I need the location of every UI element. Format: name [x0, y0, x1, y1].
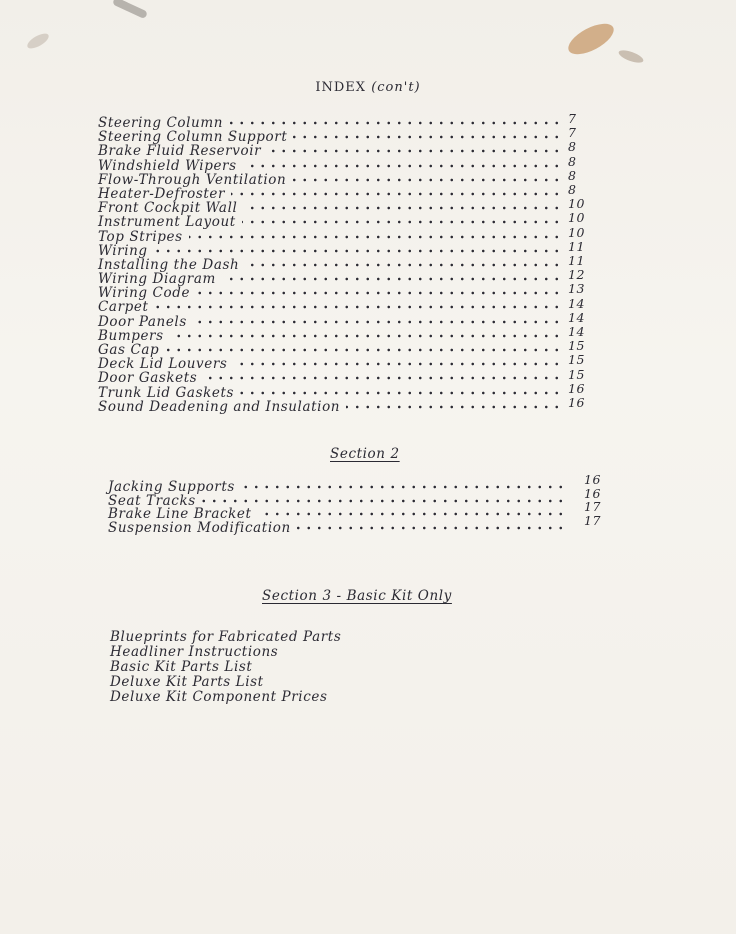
- toc-entry: [108, 521, 566, 535]
- toc-entry-label: Wiring Diagram: [98, 271, 216, 288]
- toc-entry-label: Wiring: [98, 242, 148, 259]
- toc-entry-page: 17: [584, 499, 602, 514]
- leader-dots: [203, 373, 562, 383]
- toc-entry: [98, 244, 562, 258]
- toc-entry-label: Steering Column Support: [98, 129, 288, 146]
- leader-dots: [346, 402, 562, 412]
- section-3-item: Blueprints for Fabricated Parts: [110, 629, 342, 645]
- toc-entry-label: Sound Deadening and Insulation: [98, 398, 341, 415]
- toc-entry-page: 15: [568, 352, 586, 368]
- leader-dots: [165, 345, 562, 355]
- leader-dots: [222, 274, 562, 284]
- leader-dots: [231, 189, 562, 199]
- section-3-item: Deluxe Kit Component Prices: [110, 689, 328, 705]
- toc-entry-label: Bumpers: [98, 327, 164, 344]
- toc-entry: [98, 329, 562, 343]
- leader-dots: [242, 217, 562, 227]
- section-2-heading: Section 2: [330, 446, 400, 462]
- toc-entry: [98, 400, 562, 414]
- toc-entry-label: Windshield Wipers: [98, 157, 237, 174]
- paper-stain: [617, 48, 645, 65]
- toc-section-2: [108, 480, 566, 534]
- toc-entry-label: Door Panels: [98, 313, 187, 330]
- leader-dots: [258, 509, 566, 519]
- section-3-item: Deluxe Kit Parts List: [110, 674, 264, 690]
- leader-dots: [233, 359, 562, 369]
- toc-entry-label: Deck Lid Louvers: [98, 356, 228, 373]
- toc-entry: [98, 215, 562, 229]
- toc-entry-label: Flow-Through Ventilation: [98, 171, 287, 188]
- leader-dots: [189, 232, 562, 242]
- paper-stain: [25, 31, 51, 52]
- leader-dots: [243, 161, 562, 171]
- leader-dots: [154, 246, 562, 256]
- toc-entry-page: 16: [584, 485, 602, 501]
- leader-dots: [292, 175, 562, 185]
- toc-entry-page: 11: [568, 238, 586, 254]
- toc-entry-label: Trunk Lid Gaskets: [98, 384, 235, 401]
- toc-entry-page: 13: [568, 281, 586, 297]
- toc-entry-label: Gas Cap: [98, 342, 160, 358]
- leader-dots: [193, 317, 562, 327]
- toc-entry-page: 16: [584, 472, 602, 487]
- toc-entry: [108, 480, 566, 494]
- toc-entry: [108, 507, 566, 521]
- toc-entry-page: 7: [568, 111, 577, 126]
- toc-entry: [98, 187, 562, 201]
- toc-entry-page: 15: [568, 366, 586, 382]
- leader-dots: [229, 118, 562, 128]
- leader-dots: [243, 203, 562, 213]
- toc-entry-label: Door Gaskets: [98, 370, 198, 387]
- toc-entry-label: Installing the Dash: [98, 256, 240, 273]
- toc-entry: [98, 258, 562, 272]
- toc-entry-page: 12: [568, 267, 586, 283]
- toc-entry-label: Carpet: [98, 299, 149, 316]
- toc-entry-page: 14: [568, 309, 586, 325]
- toc-entry-label: Front Cockpit Wall: [98, 200, 238, 217]
- toc-entry: [98, 386, 562, 400]
- leader-dots: [202, 496, 566, 506]
- toc-entry-label: Suspension Modification: [108, 519, 291, 536]
- section-3-item: Headliner Instructions: [110, 644, 279, 660]
- toc-entry: [98, 371, 562, 385]
- toc-entry: [98, 144, 562, 158]
- toc-entry-page: 14: [568, 324, 586, 339]
- toc-entry-page: 14: [568, 295, 586, 311]
- toc-entry-page: 10: [568, 224, 586, 240]
- toc-entry: [98, 159, 562, 173]
- section-3-heading: Section 3 - Basic Kit Only: [262, 588, 452, 604]
- toc-entry-label: Instrument Layout: [98, 214, 236, 231]
- toc-entry-page: 8: [568, 153, 577, 169]
- toc-entry-label: Steering Column: [98, 115, 224, 131]
- section-3-item: Basic Kit Parts List: [110, 659, 253, 675]
- toc-entry: [98, 300, 562, 314]
- toc-entry-label: Top Stripes: [98, 228, 183, 245]
- toc-entry-page: 16: [568, 380, 586, 396]
- leader-dots: [297, 523, 566, 533]
- toc-entry-page: 8: [568, 182, 577, 197]
- toc-entry-page: 11: [568, 253, 586, 268]
- toc-entry: [98, 315, 562, 329]
- toc-entry-page: 10: [568, 210, 586, 226]
- toc-entry-page: 17: [584, 512, 602, 528]
- section-3-list: [110, 630, 341, 705]
- toc-entry-page: 7: [568, 125, 577, 141]
- leader-dots: [240, 388, 562, 398]
- toc-entry-label: Seat Tracks: [108, 492, 196, 509]
- toc-entry: [98, 173, 562, 187]
- toc-entry-page: 16: [568, 395, 586, 410]
- toc-entry: [98, 286, 562, 300]
- toc-entry: [98, 230, 562, 244]
- page-title: [0, 80, 736, 95]
- leader-dots: [155, 302, 562, 312]
- title-suffix: (con't): [371, 80, 421, 95]
- toc-entry-label: Brake Line Bracket: [108, 506, 252, 522]
- toc-section-1: [98, 116, 562, 414]
- toc-entry-label: Wiring Code: [98, 285, 191, 302]
- toc-entry-label: Brake Fluid Reservoir: [98, 143, 262, 160]
- paper-stain: [112, 0, 148, 19]
- leader-dots: [196, 288, 562, 298]
- leader-dots: [170, 331, 562, 341]
- leader-dots: [245, 260, 562, 270]
- toc-entry: [108, 494, 566, 508]
- toc-entry-page: 8: [568, 167, 577, 183]
- toc-entry-page: 15: [568, 338, 586, 354]
- leader-dots: [293, 132, 562, 142]
- toc-entry-page: 8: [568, 139, 577, 155]
- toc-entry-page: 10: [568, 196, 586, 212]
- leader-dots: [267, 146, 562, 156]
- toc-entry-label: Jacking Supports: [108, 479, 235, 495]
- toc-entry-label: Heater-Defroster: [98, 185, 226, 202]
- leader-dots: [241, 482, 566, 492]
- paper-stain: [564, 18, 618, 61]
- title-main: INDEX: [315, 80, 367, 95]
